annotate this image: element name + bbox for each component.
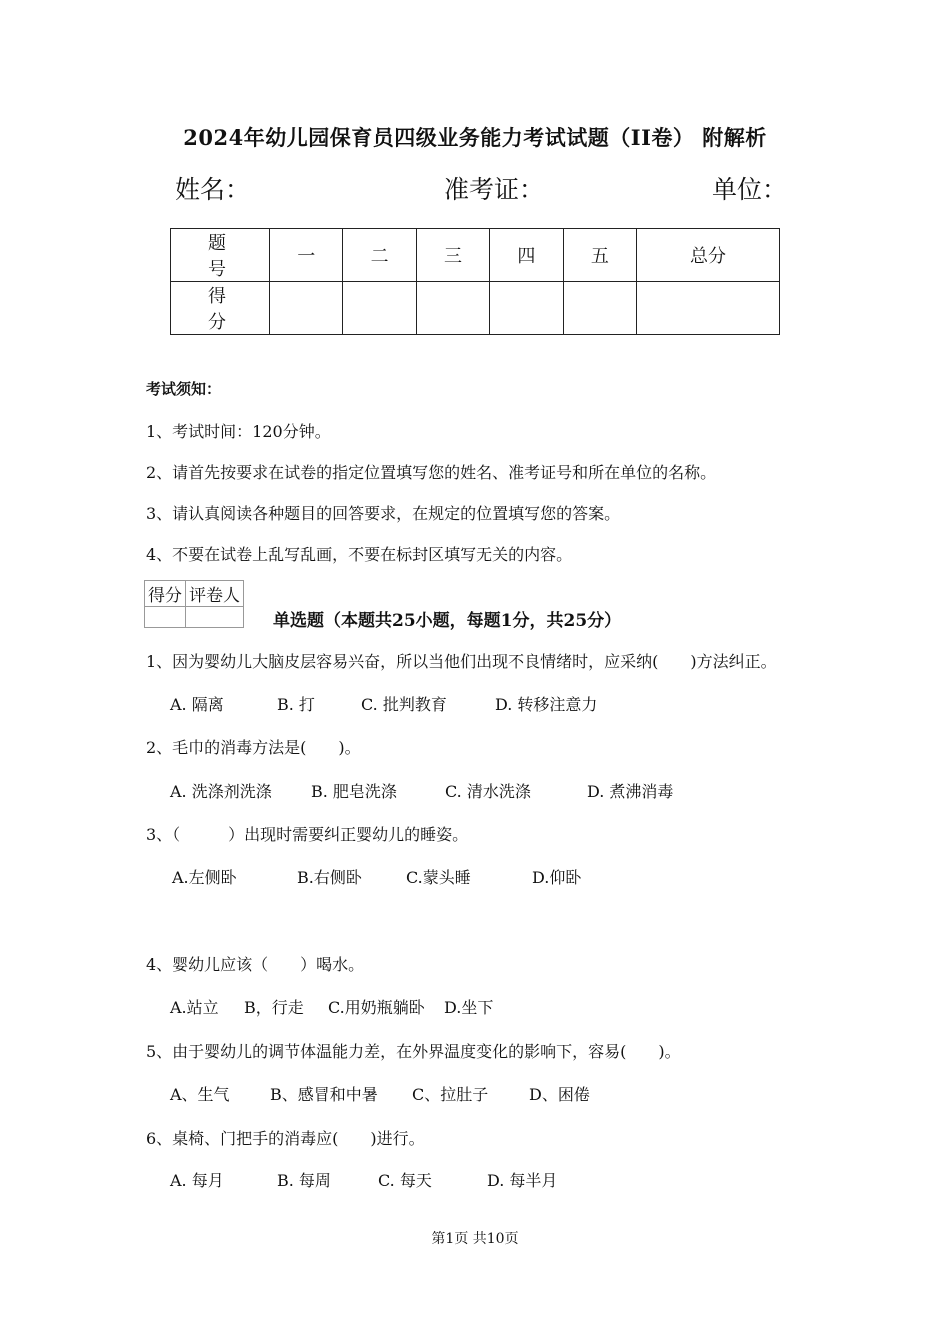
score-table-cell: 三 — [416, 229, 489, 282]
question-option: C.用奶瓶躺卧 — [328, 998, 425, 1017]
score-entry-cell — [637, 282, 780, 335]
notice-item: 4、不要在试卷上乱写乱画，不要在标封区填写无关的内容。 — [146, 545, 573, 564]
question-option: B.右侧卧 — [297, 868, 362, 887]
question-stem: 5、由于婴幼儿的调节体温能力差，在外界温度变化的影响下，容易( )。 — [146, 1042, 681, 1061]
score-table-cell: 总分 — [637, 229, 780, 282]
score-table-cell: 二 — [343, 229, 416, 282]
notice-item: 1、考试时间：120分钟。 — [146, 422, 331, 441]
notice-item: 2、请首先按要求在试卷的指定位置填写您的姓名、准考证号和所在单位的名称。 — [146, 463, 717, 482]
grader-box-grader-label: 评卷人 — [186, 581, 244, 607]
question-option: C、拉肚子 — [412, 1085, 489, 1104]
question-option: C. 批判教育 — [361, 695, 447, 714]
question-option: B. 肥皂洗涤 — [311, 782, 397, 801]
question-option: A.左侧卧 — [172, 868, 237, 887]
grader-box — [144, 580, 244, 628]
question-option: A. 洗涤剂洗涤 — [170, 782, 272, 801]
question-option: D.坐下 — [444, 998, 494, 1017]
question-option: C. 清水洗涤 — [445, 782, 531, 801]
question-option: D.仰卧 — [532, 868, 582, 887]
question-option: A、生气 — [170, 1085, 230, 1104]
question-stem: 1、因为婴幼儿大脑皮层容易兴奋，所以当他们出现不良情绪时，应采纳( )方法纠正。 — [146, 652, 777, 671]
page-footer: 第1页 共10页 — [431, 1231, 519, 1247]
question-option: D. 转移注意力 — [495, 695, 598, 714]
question-option: D. 每半月 — [487, 1171, 558, 1190]
notice-heading: 考试须知： — [146, 380, 222, 398]
question-option: D. 煮沸消毒 — [587, 782, 674, 801]
question-stem: 3、（ ）出现时需要纠正婴幼儿的睡姿。 — [146, 825, 469, 844]
score-table-cell: 得 分 — [171, 282, 270, 335]
question-stem: 2、毛巾的消毒方法是( )。 — [146, 738, 361, 757]
page-title: 2024年幼儿园保育员四级业务能力考试试题（II卷） 附解析 — [183, 125, 767, 150]
question-option: B. 每周 — [277, 1171, 331, 1190]
question-stem: 6、桌椅、门把手的消毒应( )进行。 — [146, 1129, 425, 1148]
question-option: B. 打 — [277, 695, 315, 714]
grader-box-score-label: 得分 — [145, 581, 186, 607]
score-table-score-row — [171, 282, 780, 335]
score-table-cell: 题 号 — [171, 229, 270, 282]
notice-item: 3、请认真阅读各种题目的回答要求，在规定的位置填写您的答案。 — [146, 504, 621, 523]
score-table-cell: 五 — [563, 229, 636, 282]
question-option: B、感冒和中暑 — [270, 1085, 378, 1104]
grader-box-empty-cell — [145, 607, 186, 628]
question-option: A. 每月 — [170, 1171, 224, 1190]
question-option: D、困倦 — [529, 1085, 590, 1104]
question-option: A.站立 — [170, 998, 219, 1017]
score-table-cell: 一 — [270, 229, 343, 282]
score-entry-cell — [343, 282, 416, 335]
question-option: B，行走 — [244, 998, 304, 1017]
score-entry-cell — [563, 282, 636, 335]
question-option: A. 隔离 — [170, 695, 224, 714]
name-field-label: 姓名： — [175, 175, 251, 204]
exam-id-field-label: 准考证： — [444, 175, 545, 204]
unit-field-label: 单位： — [712, 175, 788, 204]
score-table-header-row — [171, 229, 780, 282]
score-table-cell: 四 — [490, 229, 563, 282]
question-option: C.蒙头睡 — [406, 868, 471, 887]
score-entry-cell — [416, 282, 489, 335]
question-option: C. 每天 — [378, 1171, 432, 1190]
score-entry-cell — [490, 282, 563, 335]
question-stem: 4、婴幼儿应该（ ）喝水。 — [146, 955, 365, 974]
grader-box-empty-cell — [186, 607, 244, 628]
section-title: 单选题（本题共25小题，每题1分，共25分） — [273, 611, 622, 631]
score-table — [170, 228, 780, 335]
score-entry-cell — [270, 282, 343, 335]
